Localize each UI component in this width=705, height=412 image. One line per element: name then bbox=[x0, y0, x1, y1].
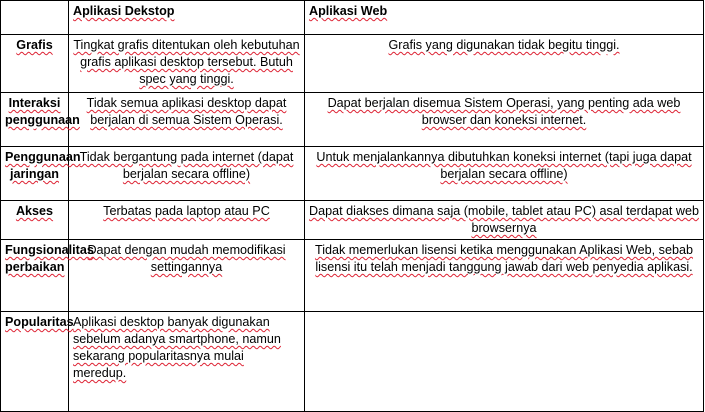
row-label-fungsionalitas: Fungsionalitas perbaikan bbox=[1, 240, 69, 312]
table-row bbox=[1, 201, 704, 240]
header-cell-desktop: Aplikasi Dekstop bbox=[69, 1, 305, 35]
row-label-grafis: Grafis bbox=[1, 35, 69, 93]
cell-web-popularitas bbox=[305, 312, 704, 412]
header-cell-blank bbox=[1, 1, 69, 35]
cell-web-interaksi: Dapat berjalan disemua Sistem Operasi, yang penting ada web browser dan koneksi internet. bbox=[305, 93, 704, 147]
cell-desktop-akses: Terbatas pada laptop atau PC bbox=[69, 201, 305, 240]
table-row bbox=[1, 240, 704, 312]
cell-web-grafis: Grafis yang digunakan tidak begitu tinggi. bbox=[305, 35, 704, 93]
cell-web-jaringan: Untuk menjalankannya dibutuhkan koneksi internet (tapi juga dapat berjalan secara offline) bbox=[305, 147, 704, 201]
row-label-interaksi: Interaksi penggunaan bbox=[1, 93, 69, 147]
cell-desktop-popularitas: Aplikasi desktop banyak digunakan sebelum adanya smartphone, namun sekarang popularitasnya mulai meredup. bbox=[69, 312, 305, 412]
cell-desktop-grafis: Tingkat grafis ditentukan oleh kebutuhan grafis aplikasi desktop tersebut. Butuh spec yang tinggi. bbox=[69, 35, 305, 93]
table-row bbox=[1, 93, 704, 147]
row-label-popularitas: Popularitas bbox=[1, 312, 69, 412]
table-row bbox=[1, 312, 704, 412]
table-row bbox=[1, 35, 704, 93]
cell-desktop-jaringan: Tidak bergantung pada internet (dapat berjalan secara offline) bbox=[69, 147, 305, 201]
table-row bbox=[1, 147, 704, 201]
cell-web-fungsionalitas: Tidak memerlukan lisensi ketika menggunakan Aplikasi Web, sebab lisensi itu telah menjadi tanggung jawab dari web penyedia aplikasi. bbox=[305, 240, 704, 312]
header-row bbox=[1, 1, 704, 35]
cell-desktop-interaksi: Tidak semua aplikasi desktop dapat berjalan di semua Sistem Operasi. bbox=[69, 93, 305, 147]
row-label-akses: Akses bbox=[1, 201, 69, 240]
row-label-jaringan: Penggunaan jaringan bbox=[1, 147, 69, 201]
cell-web-akses: Dapat diakses dimana saja (mobile, tablet atau PC) asal terdapat web browsernya bbox=[305, 201, 704, 240]
cell-desktop-fungsionalitas: Dapat dengan mudah memodifikasi settingannya bbox=[69, 240, 305, 312]
header-cell-web: Aplikasi Web bbox=[305, 1, 704, 35]
